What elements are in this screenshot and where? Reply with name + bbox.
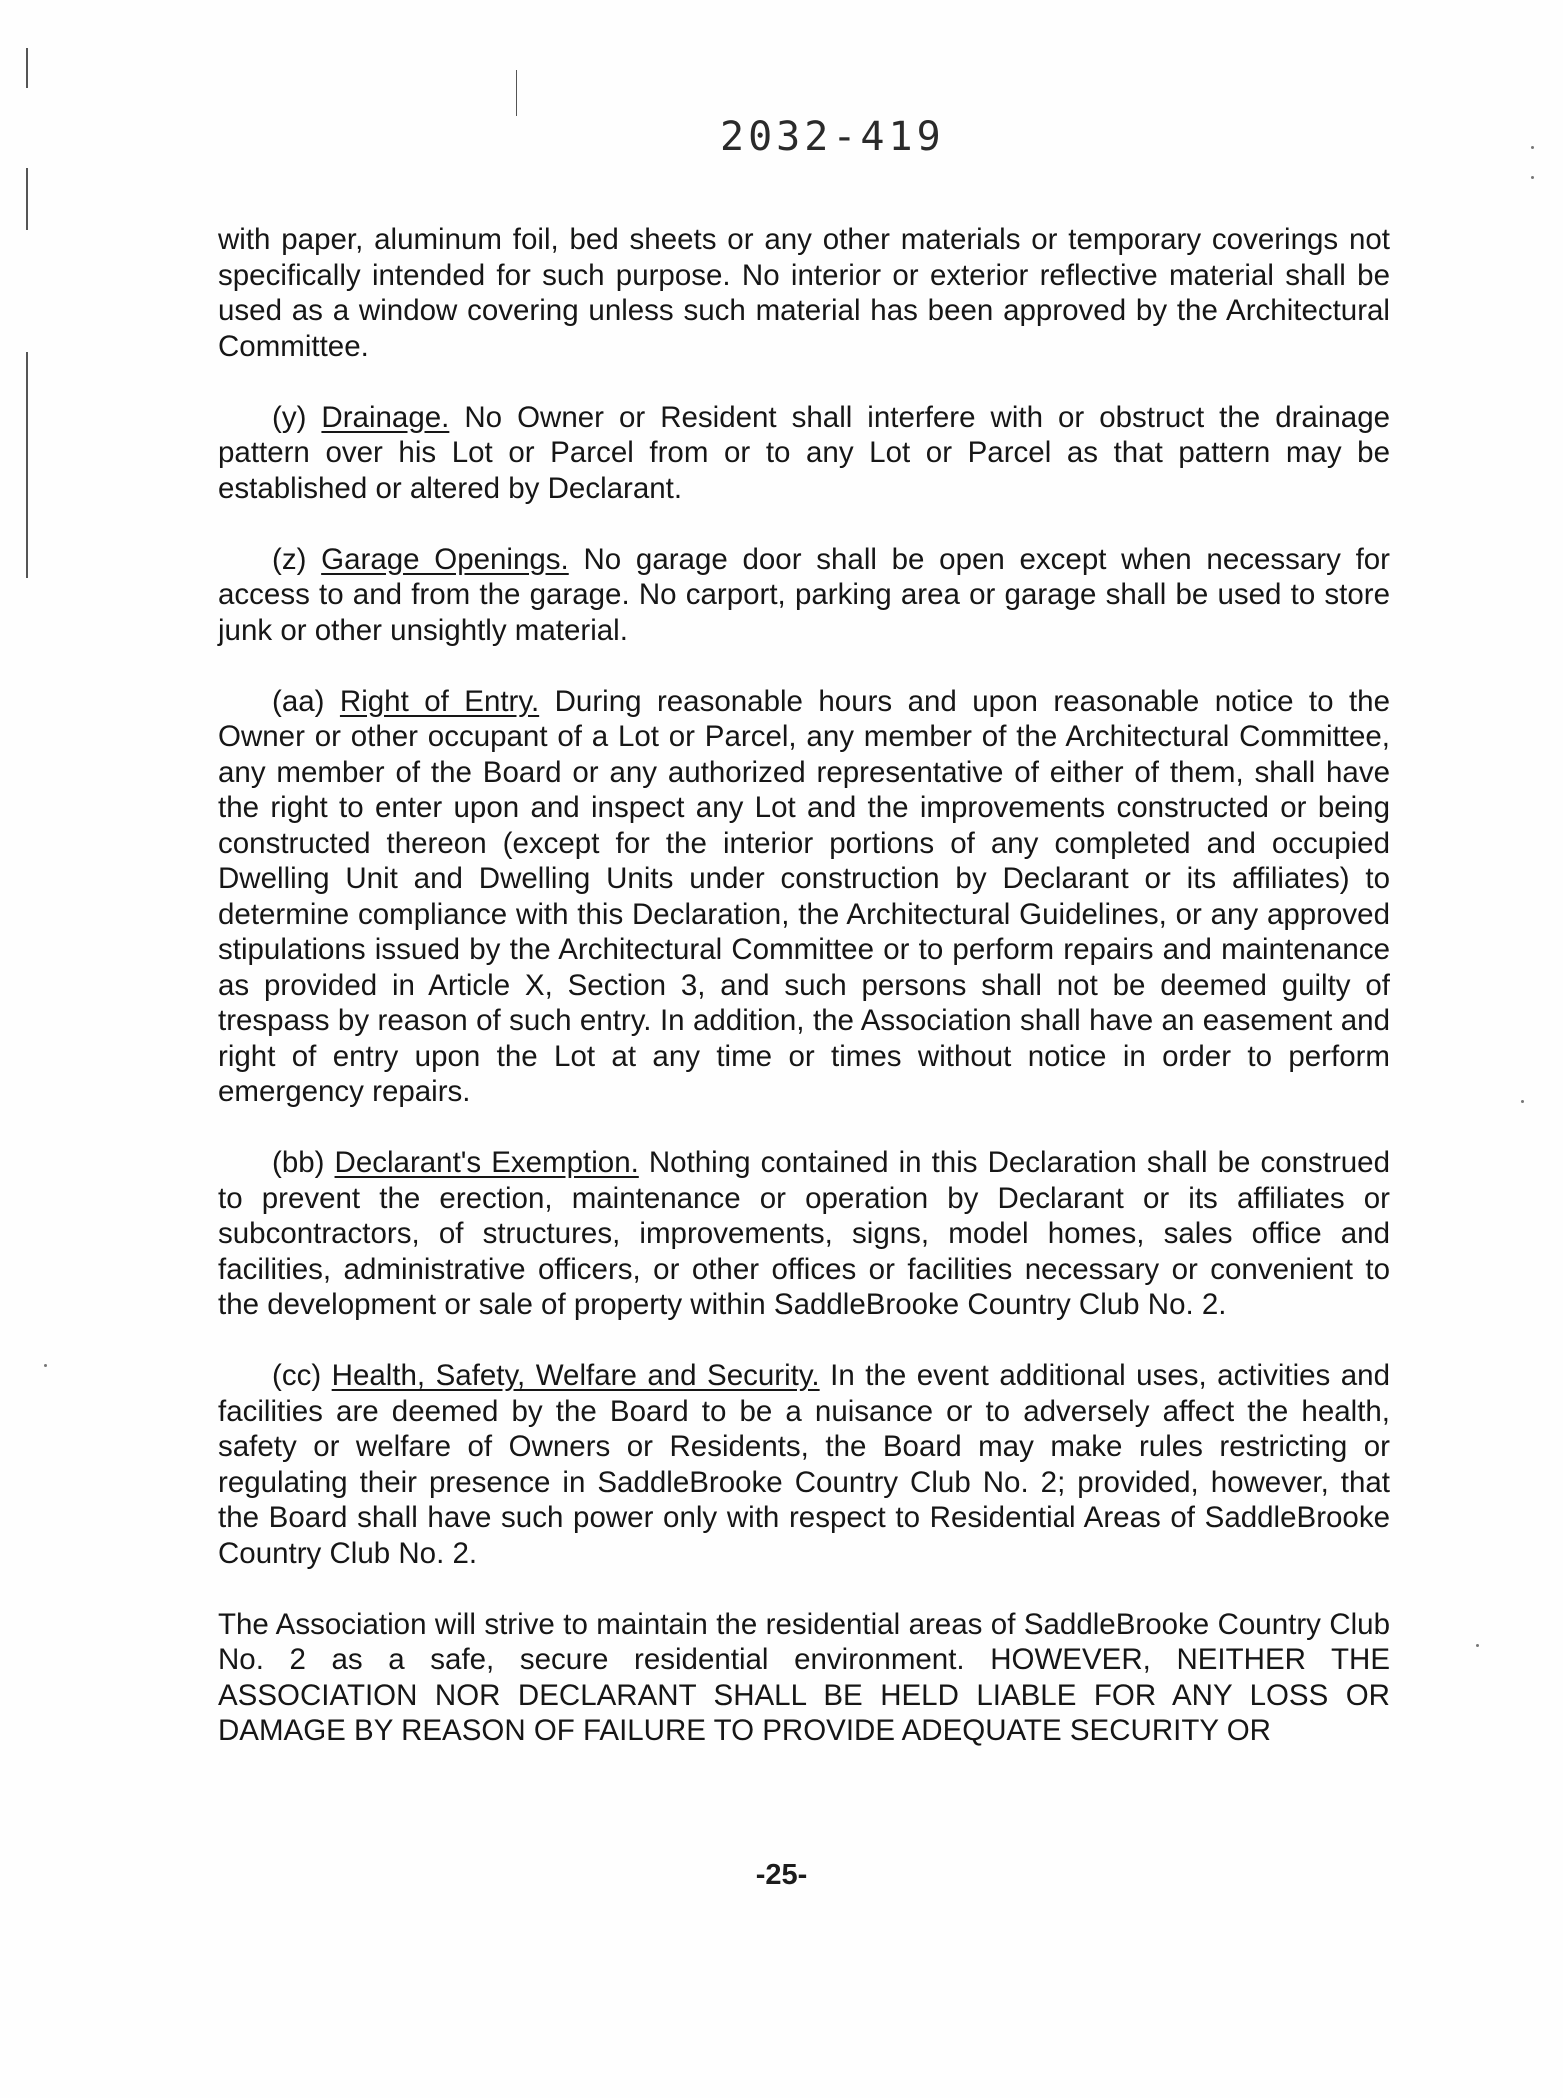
paragraph-security-disclaimer <box>218 1607 1390 1749</box>
scan-dot <box>1476 1644 1479 1647</box>
paragraph-text: During reasonable hours and upon reasonable notice to the Owner or other occupant of a Lot or Parcel, any member of the Architectural Committee, any member of the Board or any authorized representative of either of them, shall have the right to enter upon and inspect any Lot and the improvements constructed or being constructed thereon (except for the interior portions of any completed and occupied Dwelling Unit and Dwelling Units under construction by Declarant or its affiliates) to determine compliance with this Declaration, the Architectural Guidelines, or any approved stipulations issued by the Architectural Committee or to perform repairs and maintenance as provided in Article X, Section 3, and such persons shall not be deemed guilty of trespass by reason of such entry. In addition, the Association shall have an easement and right of entry upon the Lot at any time or times without notice in order to perform emergency repairs. <box>218 684 1390 1108</box>
paragraph-text: Nothing contained in this Declaration shall be construed to prevent the erection, maintenance or operation by Declarant or its affiliates or subcontractors, of structures, improvements, signs, model homes, sales office and facilities, administrative officers, or other offices or facilities necessary or convenient to the development or sale of property within SaddleBrooke Country Club No. 2. <box>218 1146 1390 1321</box>
paragraph-garage-openings <box>218 542 1390 649</box>
paragraph-label: (cc) <box>272 1359 322 1392</box>
scan-mark <box>516 70 517 116</box>
scan-dot <box>1531 146 1534 149</box>
paragraph-label: (bb) <box>272 1146 325 1179</box>
paragraph-label: (z) <box>272 542 307 576</box>
page-number: -25- <box>755 1859 808 1891</box>
paragraph-text: In the event additional uses, activities and facilities are deemed by the Board to be a nuisance or to adversely affect the health, safety or welfare of Owners or Residents, the Board may make rules restricting or regulating their presence in SaddleBrooke Country Club No. 2; provided, however, that the Board shall have such power only with respect to Residential Areas of SaddleBrooke Country Club No. 2. <box>218 1359 1390 1570</box>
paragraph-window-coverings-continued <box>218 222 1390 364</box>
paragraph-heading: Health, Safety, Welfare and Security. <box>331 1359 820 1392</box>
scan-mark <box>26 48 28 88</box>
paragraph-label: (aa) <box>272 684 325 718</box>
paragraph-text: No Owner or Resident shall interfere with or obstruct the drainage pattern over his Lot or Parcel from or to any Lot or Parcel as that pattern may be established or altered by Declarant. <box>218 400 1391 505</box>
paragraph-health-safety <box>218 1358 1390 1571</box>
paragraph-text: The Association will strive to maintain the residential areas of SaddleBrooke Country Club No. 2 as a safe, secure residential environment. HOWEVER, NEITHER THE ASSOCIATION NOR DECLARANT SHALL BE HELD LIABLE FOR ANY LOSS OR DAMAGE BY REASON OF FAILURE TO PROVIDE ADEQUATE SECURITY OR <box>218 1607 1390 1747</box>
scan-mark <box>26 168 28 230</box>
paragraph-label: (y) <box>272 400 307 434</box>
paragraph-heading: Garage Openings. <box>321 542 569 576</box>
scan-dot <box>1531 176 1534 179</box>
recording-number: 2032-419 <box>720 114 945 160</box>
paragraph-drainage <box>218 400 1390 507</box>
scan-dot <box>44 1364 47 1367</box>
scan-mark <box>26 352 28 578</box>
paragraph-text: No garage door shall be open except when necessary for access to and from the garage. No carport, parking area or garage shall be used to store junk or other unsightly material. <box>218 542 1391 647</box>
paragraph-declarants-exemption <box>218 1145 1390 1323</box>
document-body <box>218 222 1390 1784</box>
paragraph-heading: Drainage. <box>321 400 450 434</box>
paragraph-heading: Right of Entry. <box>339 684 540 718</box>
paragraph-right-of-entry <box>218 684 1390 1110</box>
scan-dot <box>1521 1100 1524 1103</box>
paragraph-text: with paper, aluminum foil, bed sheets or any other materials or temporary coverings not specifically intended for such purpose. No interior or exterior reflective material shall be used as a window covering unless such material has been approved by the Architectural Committee. <box>218 223 1390 363</box>
paragraph-heading: Declarant's Exemption. <box>334 1146 639 1179</box>
